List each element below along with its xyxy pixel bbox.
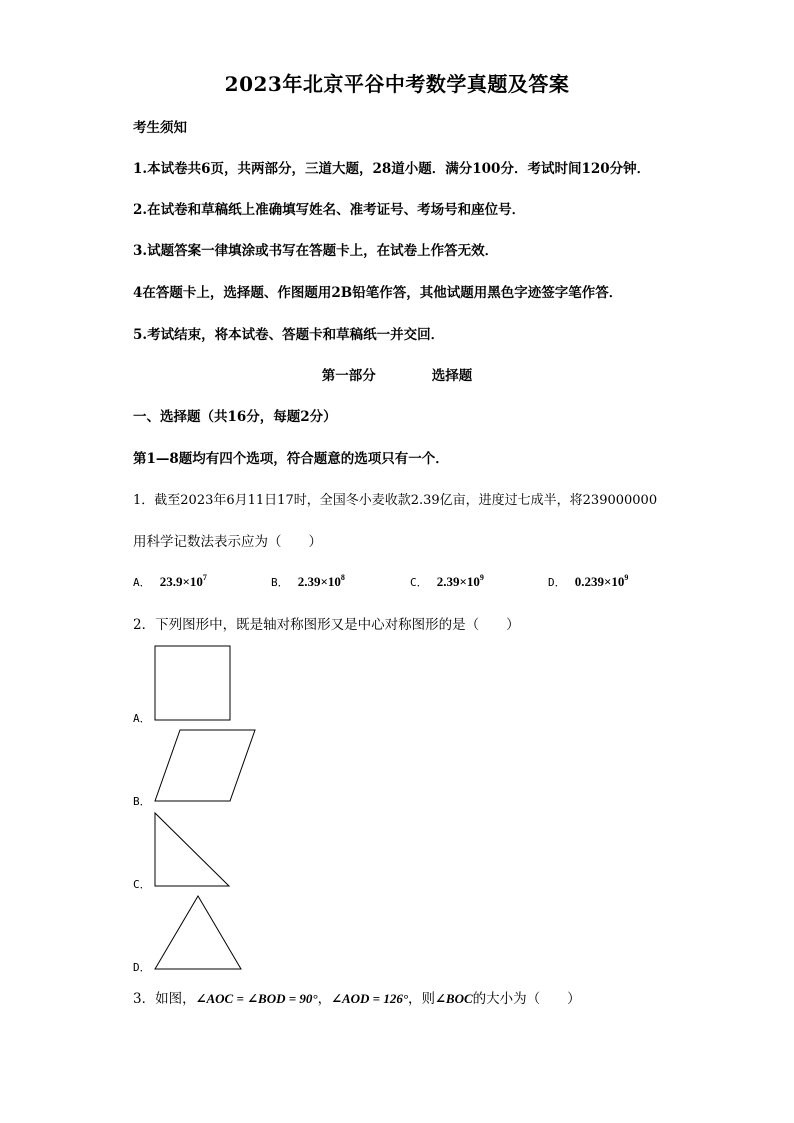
option-value: 2.39×10 [297,574,341,589]
option-exponent: 8 [340,573,345,582]
notice-heading: 考生须知 [133,120,187,136]
q3-expr-boc: ∠BOC [435,991,473,1006]
q1-line1: 1．截至2023年6月11日17时，全国冬小麦收款2.39亿亩，进度过七成半，将239000000 [133,493,658,508]
option-letter: D． [548,576,566,589]
option-value: 23.9×10 [159,574,203,589]
q3-mid: ，则 [408,991,436,1007]
q3-separator: ， [317,991,332,1007]
option-letter: C． [410,576,428,589]
q2-text: 2．下列图形中，既是轴对称图形又是中心对称图形的是（ ） [133,617,520,633]
triangle-shape [153,894,245,972]
q1-option-a [133,571,207,590]
option-exponent: 9 [624,573,629,582]
q3-suffix: 的大小为（ ） [472,991,581,1007]
document-title: 2023年北京平谷中考数学真题及答案 [224,72,570,96]
option-letter: B． [271,576,289,589]
section-heading: 一、选择题（共16分，每题2分） [133,409,337,425]
q2-option-a-letter: A． [133,712,151,725]
q2-option-c-letter: C． [133,878,151,891]
option-exponent: 9 [479,573,484,582]
notice-item: 5.考试结束，将本试卷、答题卡和草稿纸一并交回． [133,327,445,343]
notice-item: 4在答题卡上，选择题、作图题用2B铅笔作答，其他试题用黑色字迹签字笔作答． [133,285,623,301]
option-letter: A． [133,576,151,589]
notice-item: 2.在试卷和草稿纸上准确填写姓名、准考证号、考场号和座位号． [133,202,526,218]
q3-prefix: 3．如图， [133,991,196,1007]
q3-expr-angles-equal: ∠AOC = ∠BOD = 90° [195,991,318,1006]
q1-option-c [410,571,484,590]
q2-option-d-letter: D． [133,961,151,974]
square-shape [153,645,233,723]
section-instruction: 第1—8题均有四个选项，符合题意的选项只有一个． [133,451,449,467]
notice-item: 1.本试卷共6页，共两部分，三道大题，28道小题．满分100分．考试时间120分钟． [133,161,651,177]
parallelogram-shape [153,728,258,804]
option-value: 2.39×10 [436,574,480,589]
right-triangle-shape [153,811,233,889]
notice-item: 3.试题答案一律填涂或书写在答题卡上，在试卷上作答无效． [133,243,499,259]
q1-line2: 用科学记数法表示应为（ ） [133,534,322,550]
part-label: 第一部分 [321,368,376,384]
q1-option-d [548,571,628,590]
option-value: 0.239×10 [574,574,625,589]
q1-option-b [271,571,345,590]
q3-text [133,987,581,1007]
q2-option-b-letter: B． [133,795,151,808]
part-name: 选择题 [431,368,473,384]
option-exponent: 7 [202,573,207,582]
part-heading [0,364,794,384]
q3-expr-aod: ∠AOD = 126° [331,991,409,1006]
